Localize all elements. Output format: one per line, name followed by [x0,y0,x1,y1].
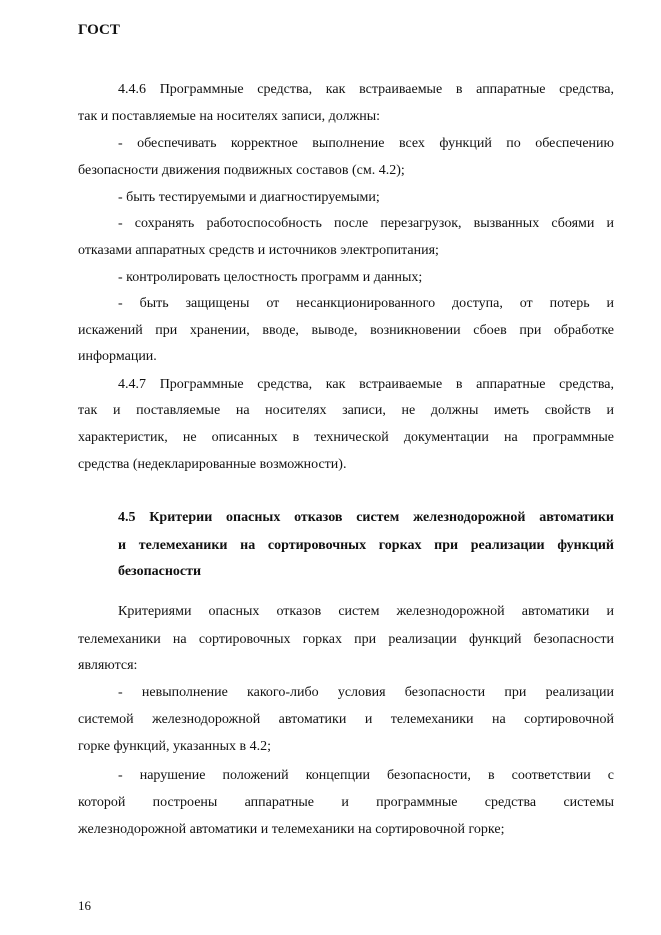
text-line: горке функций, указанных в 4.2; [78,739,271,754]
text-line: - быть тестируемыми и диагностируемыми; [118,190,380,205]
text-line: - контролировать целостность программ и данных; [118,270,423,285]
document-header: ГОСТ [78,22,120,38]
text-line: - невыполнение какого-либо условия безопасности при реализации [118,685,614,700]
text-line: информации. [78,349,157,364]
text-line: искажений при хранении, вводе, выводе, возникновении сбоев при обработке [78,323,614,338]
page-number: 16 [78,898,91,913]
text-line: характеристик, не описанных в технической документации на программные [78,430,614,445]
text-line: отказами аппаратных средств и источников электропитания; [78,243,439,258]
text-line: так и поставляемые на носителях записи, не должны иметь свойств и [78,403,614,418]
text-line: - обеспечивать корректное выполнение всех функций по обеспечению [118,136,614,151]
text-line: 4.4.7 Программные средства, как встраиваемые в аппаратные средства, [118,377,614,392]
text-line: безопасности движения подвижных составов (см. 4.2); [78,163,405,178]
text-line: - нарушение положений концепции безопасности, в соответствии с [118,768,614,783]
text-line: железнодорожной автоматики и телемеханики на сортировочной горке; [78,822,505,837]
text-line: 4.4.6 Программные средства, как встраиваемые в аппаратные средства, [118,82,614,97]
section-heading: безопасности [118,564,202,579]
text-line: - сохранять работоспособность после перезагрузок, вызванных сбоями и [118,216,614,231]
text-line: телемеханики на сортировочных горках при реализации функций безопасности [78,632,614,647]
text-line: - быть защищены от несанкционированного доступа, от потерь и [118,296,614,311]
text-line: Критериями опасных отказов систем железнодорожной автоматики и [118,604,614,619]
text-line: так и поставляемые на носителях записи, должны: [78,109,381,124]
text-line: средства (недекларированные возможности). [78,457,347,472]
text-line: системой железнодорожной автоматики и телемеханики на сортировочной [78,712,614,727]
text-line: являются: [78,658,138,673]
section-heading: 4.5 Критерии опасных отказов систем железнодорожной автоматики [118,510,614,525]
text-line: которой построены аппаратные и программные средства системы [78,795,614,810]
section-heading: и телемеханики на сортировочных горках при реализации функций [118,538,614,553]
